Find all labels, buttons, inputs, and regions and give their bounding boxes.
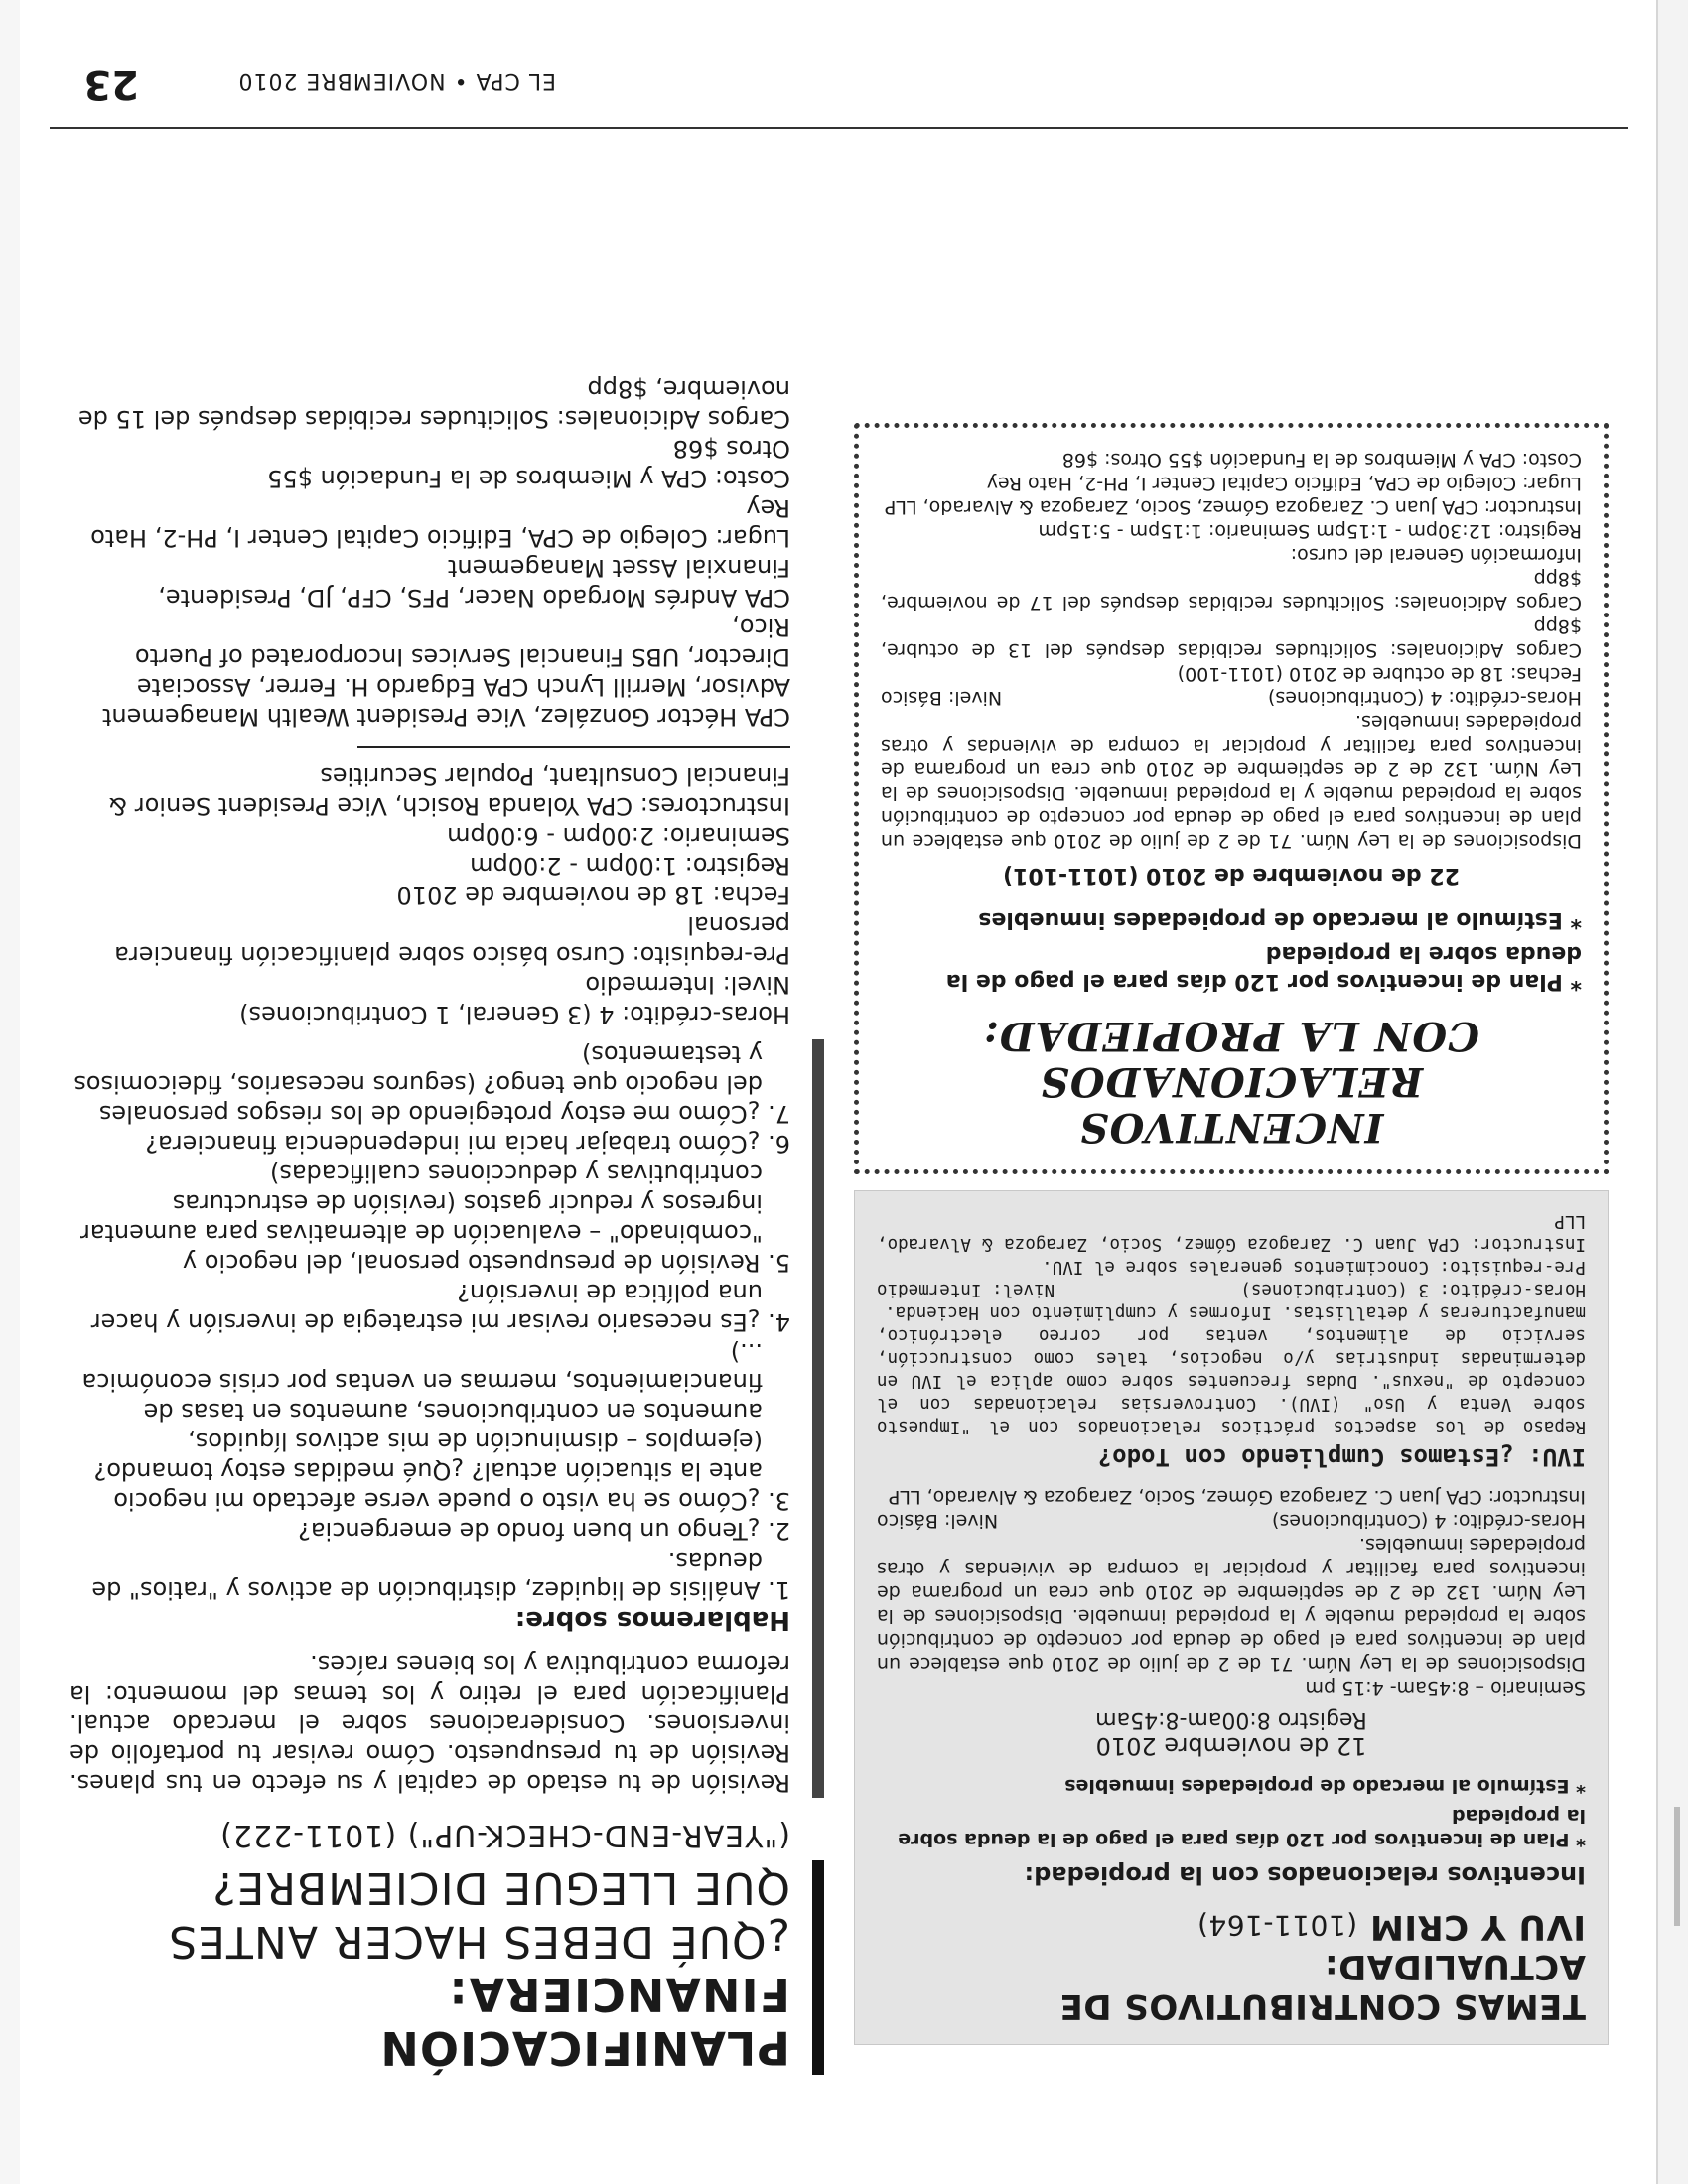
ivu-instructor: Instructor: CPA Juan C. Zaragoza Gómez, Socio, Zaragoza & Alvarado, LLP [877,1211,1586,1254]
dotted-box-charges-1: Cargos Adicionales: Solicitudes recibidas después del 13 de octubre, $8pp [881,615,1582,661]
list-item: 2. ¿Tengo un buen fondo de emergencia? [298,1517,790,1545]
course-hours: Horas-crédito: 4 (3 General, 1 Contribuciones) [239,1001,790,1028]
dotted-box-charges-2: Cargos Adicionales: Solicitudes recibidas después del 17 de noviembre, $8pp [881,568,1582,614]
list-item: 4. ¿Es necesario revisar mi estrategia de inversión y hacer una política de inversión? [90,1279,790,1336]
dotted-box-level: Nivel: Básico [881,687,1003,709]
dotted-box-bullet-2: * Estímulo al mercado de propiedades inmuebles [978,907,1582,932]
gray-box-date: 12 de noviembre 2010 [1095,1732,1367,1760]
article-course-code: ("YEAR-END-CHECK-UP") (1011-222) [219,1818,790,1852]
ivu-prereq: Pre-requisito: Conocimientos generales sobre el IVU. [1042,1257,1586,1277]
header-rule [50,127,1628,129]
list-item: 3. ¿Cómo se ha visto o puede verse afectado mi negocio ante la situación actual? ¿Qué medidas estoy tomando? (ejemplos – disminución de mis activos líquidos, aumentos en contribuciones, aumentos en tasas de financiamientos, mermas en ventas por crisis económica ...) [81,1338,790,1515]
topics-list [70,1039,790,1605]
dotted-box-place: Lugar: Colegio de CPA, Edificio Capital Center I, PH-2, Hato Rey [986,473,1582,494]
dotted-box-heading-1: INCENTIVOS RELACIONADOS [1039,1058,1424,1151]
scan-edge-left [1656,0,1688,2184]
gray-box-bullet-1: * Plan de incentivos por 120 días para el pago de la deuda sobre la propiedad [898,1805,1586,1850]
scan-mark [1674,1807,1680,1926]
gray-box-bullet-2: * Estímulo al mercado de propiedades inmuebles [1064,1775,1586,1797]
course-cost-others: Otros $68 [672,435,790,463]
gray-box-seminar: Seminario – 8:45am- 4:15 pm [1305,1677,1586,1699]
gray-box-course-code: (1011-164) [1196,1909,1358,1942]
course-instructor-3: CPA Andrés Morgado Nacer, PFS, CFP, JD, Presidente, Finanxial Asset Management [158,554,790,612]
course-prereq: Pre-requisito: Curso básico sobre planificación financiera personal [114,911,790,969]
gray-box-heading-2-text: IVU Y CRIM [1369,1907,1586,1947]
page-header [50,58,1628,107]
course-instructor-2: CPA Héctor González, Vice President Wealth Management Advisor, Merrill Lynch CPA Edgardo H. Ferrer, Associate Director, UBS Financial Services Incorporated of Puerto Rico, [102,614,790,731]
dotted-box-dates: Fechas: 18 de octubre de 2010 (1011-100) [1177,663,1582,685]
dotted-box-info: Información General del curso: [1290,544,1582,566]
course-level: Nivel: Intermedio [585,971,790,999]
dotted-box-date: 22 de noviembre de 2010 (1011-101) [1003,863,1460,887]
magazine-name: EL CPA • NOVIEMBRE 2010 [237,68,556,93]
incentivos-dotted-box [854,423,1609,1174]
ivu-crim-box [854,1190,1609,2045]
page-number: 23 [83,62,139,107]
ivu-hours: Horas-crédito: 3 (Contribuciones) [1240,1280,1586,1299]
list-item: 6. ¿Cómo trabajar hacia mi independencia financiera? [145,1130,790,1158]
left-column [854,159,1609,2045]
course-details [70,374,824,1029]
course-cost: Costo: CPA y Miembros de la Fundación $55 [267,465,790,492]
instructors-divider [357,746,790,748]
course-registration: Registro: 1:00pm - 2:00pm [470,852,790,880]
course-seminar: Seminario: 2:00pm - 6:00pm [447,822,790,850]
article-title-line-2: ¿QUÉ DEBES HACER ANTES [168,1916,790,1967]
gray-box-registration: Registro 8:00am-8:45am [1095,1707,1367,1732]
course-charges: Cargos Adicionales: Solicitudes recibidas después del 15 de noviembre, $8pp [77,375,790,433]
article-title-line-3: QUE LLEGUE DICIEMBRE? [211,1862,790,1913]
scan-edge-right [0,0,20,2184]
gray-box-description: Disposiciones de la Ley Núm. 71 de 2 de julio de 2010 que establece un plan de incentivos para el pago de deuda por concepto de contribución sobre la propiedad mueble y la propiedad inmueble. Disposiciones de la Ley Núm. 132 de 2 de septiembre de 2010 que crea un programa de incentivos para facilitar y propiciar la compra de viviendas y otras propiedades inmuebles. [877,1534,1586,1675]
ivu-section-title: IVU: ¿Estamos Cumpliendo con Todo? [1097,1443,1586,1471]
article-body [70,1039,824,1798]
gray-box-subheading: Incentivos relacionados con la propiedad: [1024,1861,1586,1889]
list-item: 1. Análisis de liquidez, distribución de activos y "ratios" de deudas. [91,1547,790,1604]
article-intro: Revisión de tu estado de capital y su efecto en tus planes. Revisión de tu presupuesto. Cómo revisar tu portafolio de inversiones. Consideraciones sobre el mercado actual. Planificación para el retiro y los temas del momento: la reforma contributiva y los bienes raíces. [70,1650,790,1797]
ivu-description: Repaso de los aspectos prácticos relacionados con el "Impuesto sobre Venta y Uso" (IVU). Controversias relacionadas con el concepto de "nexus". Dudas frecuentes sobre como aplica el IVU en determinadas industrias y/o negocios, tales como construcción, servicio de alimentos, ventas por correo electrónico, manufactureras y detallistas. Informes y cumplimiento con Hacienda. [877,1302,1586,1436]
gray-box-level: Nivel: Básico [877,1510,999,1532]
topics-heading: Hablaremos sobre: [514,1605,790,1635]
dotted-box-hours: Horas-crédito: 4 (Contribuciones) [1267,687,1582,709]
list-item: 5. Revisión de presupuesto personal, del negocio y "combinado" – evaluación de alternativas para aumentar ingresos y reducir gastos (revisión de estructuras contributivas y deducciones cualificadas) [79,1160,790,1277]
dotted-box-description: Disposiciones de la Ley Núm. 71 de 2 de julio de 2010 que establece un plan de incentivos para el pago de deuda por concepto de contribución sobre la propiedad mueble y la propiedad inmueble. Disposiciones de la Ley Núm. 132 de 2 de septiembre de 2010 que crea un programa de incentivos para facilitar y propiciar la compra de viviendas y otras propiedades inmuebles. [881,711,1582,852]
article-title-line-1: PLANIFICACIÓN FINANCIERA: [379,1968,790,2075]
course-instructors: Instructores: CPA Yolanda Rosich, Vice President Senior & Financial Consultant, Popular Securities [108,762,790,820]
dotted-box-heading-2: CON LA PROPIEDAD: [983,1013,1479,1059]
gray-box-credits-row [877,1509,1586,1533]
ivu-level: Nivel: Intermedio [877,1280,1055,1299]
dotted-box-schedule: Registro: 12:30pm - 1:15pm Seminario: 1:15pm - 5:15pm [1038,520,1582,542]
gray-box-heading-1: TEMAS CONTRIBUTIVOS DE ACTUALIDAD: [1059,1947,1586,2026]
gray-box-hours: Horas-crédito: 4 (Contribuciones) [1271,1510,1586,1532]
ivu-credits-row [877,1278,1586,1300]
dotted-box-bullet-1: * Plan de incentivos por 120 días para el pago de la deuda sobre la propiedad [945,941,1582,994]
course-date: Fecha: 18 de noviembre de 2010 [396,882,790,909]
dotted-box-cost: Costo: CPA y Miembros de la Fundación $55 Otros: $68 [1061,449,1582,471]
course-place: Lugar: Colegio de CPA, Edificio Capital Center I, PH-2, Hato Rey [90,494,790,552]
dotted-box-instructor: Instructor: CPA Juan C. Zaragoza Gómez, Socio, Zaragoza & Alvarado, LLP [884,496,1582,518]
gray-box-heading-2 [877,1905,1586,1947]
list-item: 7. ¿Cómo me estoy protegiendo de los riesgos personales del negocio que tengo? (seguros necesarios, fideicomisos y testamentos) [73,1040,790,1128]
gray-box-instructor: Instructor: CPA Juan C. Zaragoza Gómez, Socio, Zaragoza & Alvarado, LLP [888,1486,1586,1508]
dotted-box-credits-row [881,686,1582,710]
article-title-block [70,1860,824,2075]
right-column [70,149,824,2075]
